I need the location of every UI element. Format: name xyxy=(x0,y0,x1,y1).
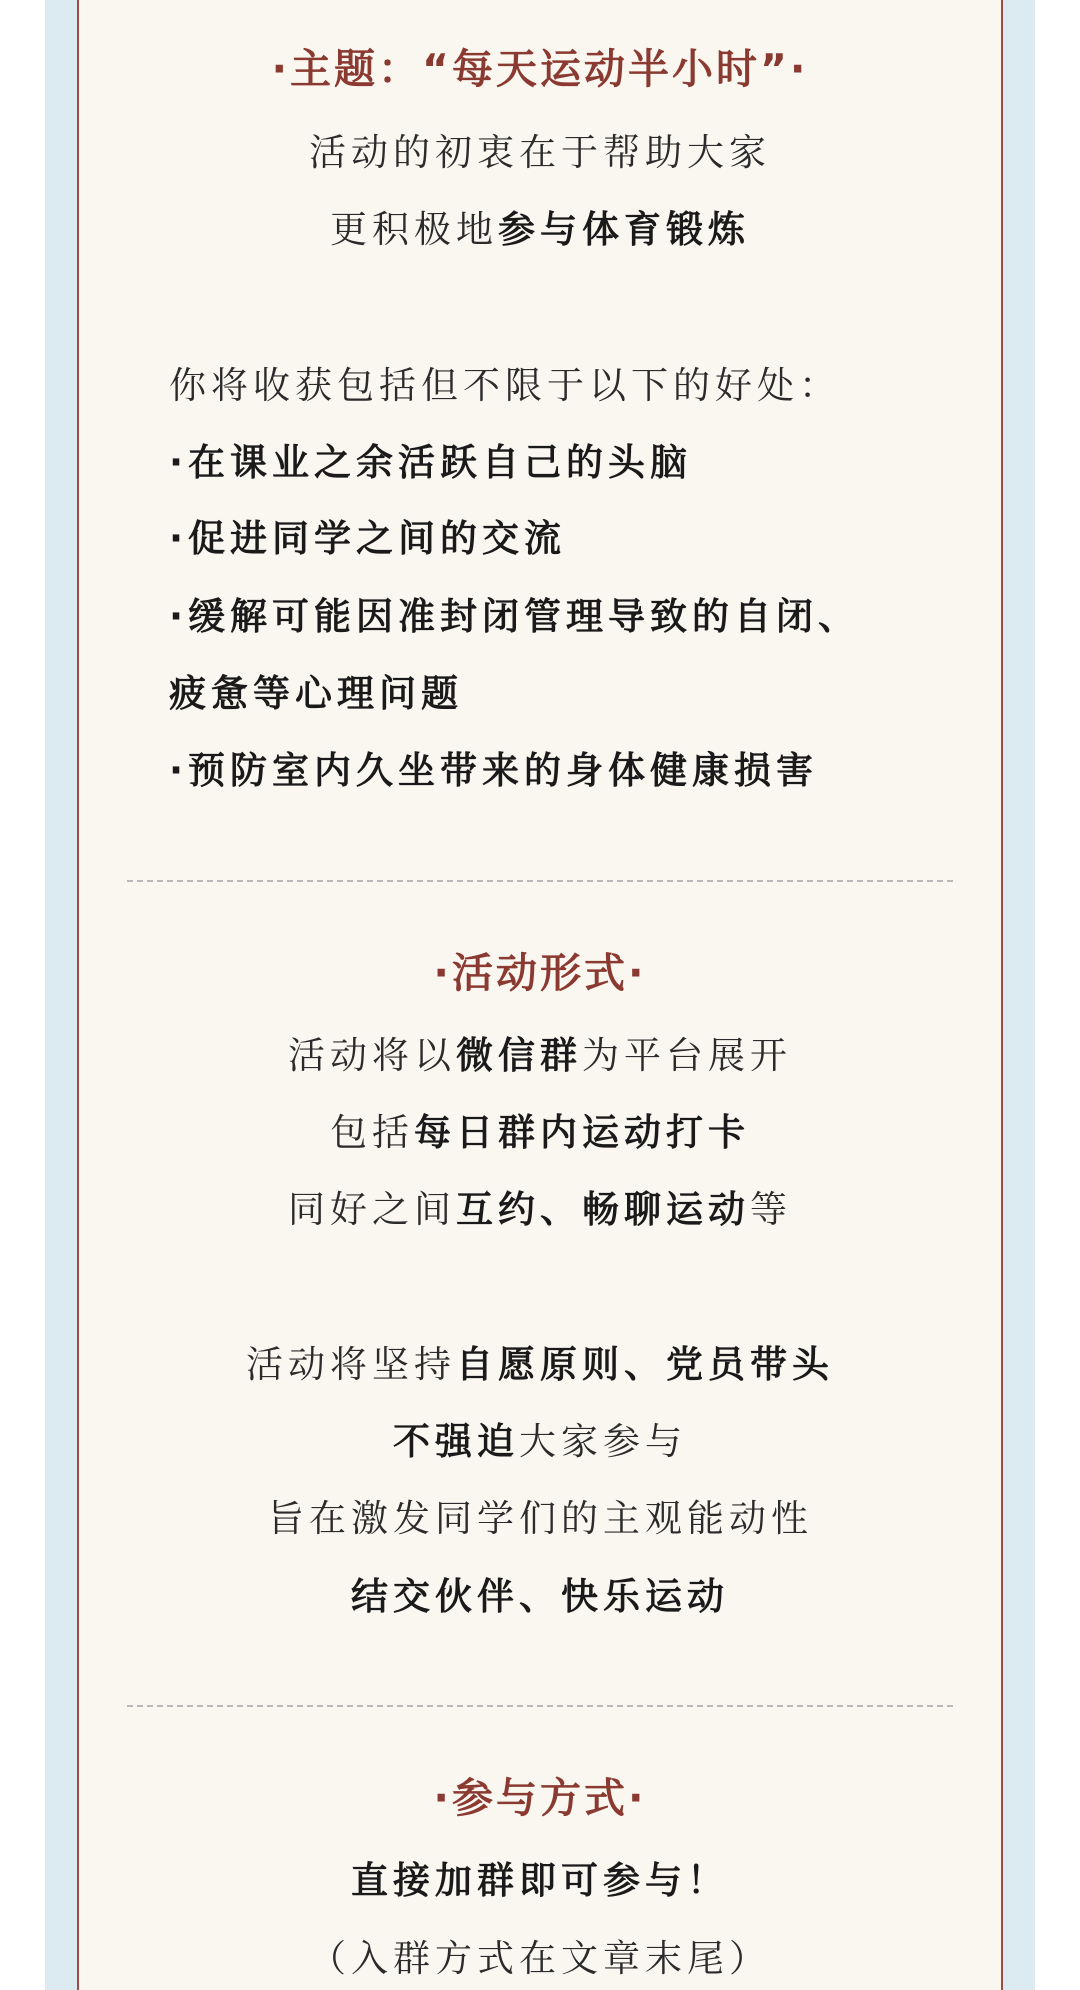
form-line-3-c: 等 xyxy=(750,1188,792,1231)
form-line-7-bold: 结交伙伴、快乐运动 xyxy=(351,1575,729,1618)
theme-line-1: 活动的初衷在于帮助大家 xyxy=(309,131,771,174)
form-line-6: 旨在激发同学们的主观能动性 xyxy=(267,1497,813,1540)
form-line-5-b: 不强迫 xyxy=(393,1420,519,1463)
benefit-item-3a xyxy=(169,586,969,640)
form-line-1-a: 活动将以 xyxy=(288,1034,456,1077)
form-line-5 xyxy=(77,1411,1003,1465)
form-line-4-a: 活动将坚持 xyxy=(246,1343,456,1386)
benefit-item-4 xyxy=(169,740,969,794)
article-content xyxy=(77,0,1003,1990)
benefit-text-4: ·预防室内久坐带来的身体健康损害 xyxy=(169,749,819,792)
benefit-item-2 xyxy=(169,508,969,562)
form-line-7 xyxy=(77,1566,1003,1620)
form-heading: ·活动形式· xyxy=(433,949,647,997)
form-line-1-c: 为平台展开 xyxy=(582,1034,792,1077)
join-line-1-bold: 直接加群即可参与！ xyxy=(351,1859,729,1902)
benefit-text-2: ·促进同学之间的交流 xyxy=(169,517,567,560)
theme-line-2 xyxy=(77,199,1003,253)
form-line-4-b: 自愿原则、党员带头 xyxy=(456,1343,834,1386)
benefit-text-3a: ·缓解可能因准封闭管理导致的自闭、 xyxy=(169,595,861,638)
theme-line-2-plain: 更积极地 xyxy=(330,208,498,251)
benefit-text-3b: 疲惫等心理问题 xyxy=(169,672,463,715)
join-heading: ·参与方式· xyxy=(433,1774,647,1822)
form-line-1 xyxy=(77,1025,1003,1079)
join-line-2: （入群方式在文章末尾） xyxy=(309,1937,771,1980)
join-line-1 xyxy=(77,1850,1003,1904)
benefits-intro: 你将收获包括但不限于以下的好处： xyxy=(169,364,841,407)
form-line-4 xyxy=(77,1334,1003,1388)
form-line-1-b: 微信群 xyxy=(456,1034,582,1077)
theme-heading: ·主题：“每天运动半小时”· xyxy=(271,45,809,93)
benefit-text-1: ·在课业之余活跃自己的头脑 xyxy=(169,441,693,484)
theme-line-2-bold: 参与体育锻炼 xyxy=(498,208,750,251)
form-line-2-b: 每日群内运动打卡 xyxy=(414,1111,750,1154)
form-line-3-a: 同好之间 xyxy=(288,1188,456,1231)
form-line-3 xyxy=(77,1179,1003,1233)
form-line-3-b: 互约、畅聊运动 xyxy=(456,1188,750,1231)
form-line-2 xyxy=(77,1102,1003,1156)
benefit-item-1 xyxy=(169,432,969,486)
dashed-divider-1 xyxy=(127,880,953,882)
benefit-item-3b xyxy=(169,663,969,717)
form-line-5-c: 大家参与 xyxy=(519,1420,687,1463)
form-line-2-a: 包括 xyxy=(330,1111,414,1154)
dashed-divider-2 xyxy=(127,1705,953,1707)
